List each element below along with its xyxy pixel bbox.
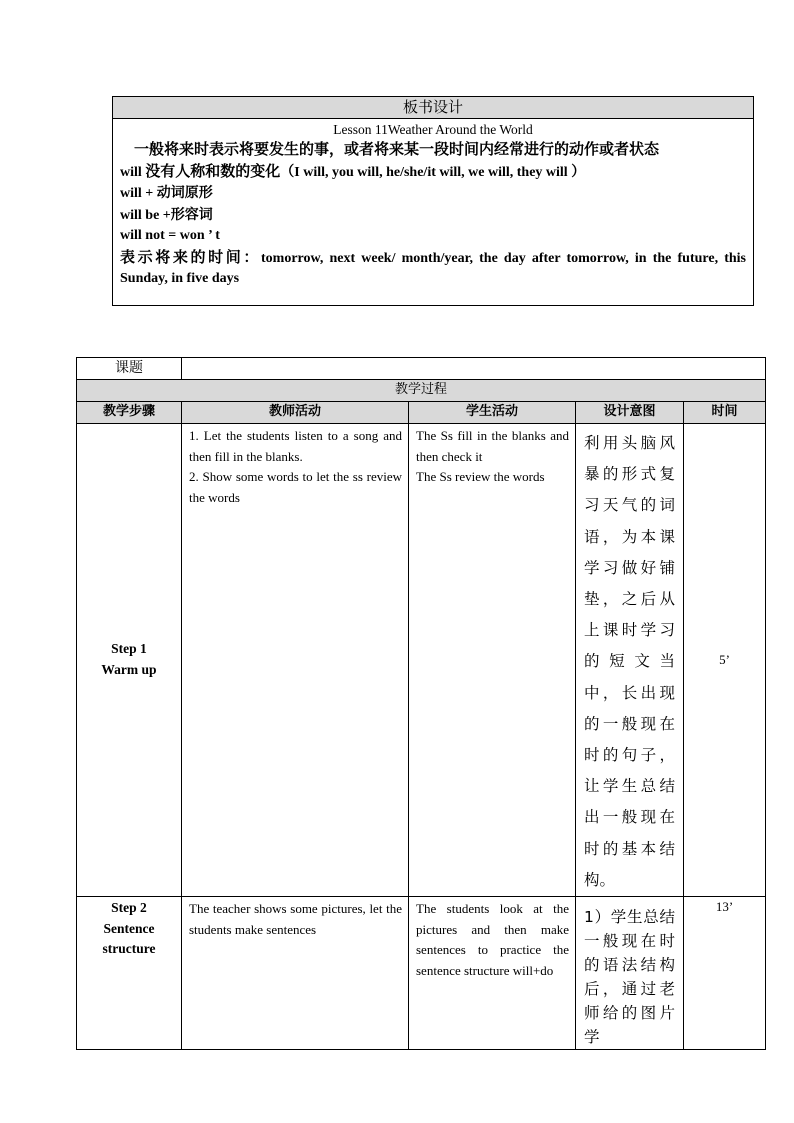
process-title: 教学过程 — [77, 380, 766, 402]
step2-name: Step 2 Sentence structure — [77, 897, 182, 1050]
rule3-en: will be + — [120, 207, 171, 223]
rule-line-3 — [120, 205, 746, 227]
lesson-plan-table — [76, 357, 766, 1050]
table-row — [77, 897, 766, 1050]
time-words-en: tomorrow, next week/ month/year, the day after tomorrow, in the future, this Sunday, in five days — [120, 250, 746, 286]
step1-name: Step 1 Warm up — [77, 424, 182, 897]
step1-teacher-activity: 1. Let the students listen to a song and then fill in the blanks. 2. Show some words to let the ss review the words — [182, 424, 409, 897]
step1-design-intent: 利用头脑风暴的形式复习天气的词语，为本课学习做好铺垫，之后从上课时学习的短文当中，长出现的一般现在时的句子，让学生总结出一般现在时的基本结构。 — [576, 424, 684, 897]
step1-time: 5’ — [684, 424, 766, 897]
header-student: 学生活动 — [409, 402, 576, 424]
process-title-row — [77, 380, 766, 402]
lesson-title: Lesson 11Weather Around the World — [333, 122, 533, 137]
future-tense-definition — [120, 139, 746, 161]
rule1-cn: 没有人称和数的变化 — [145, 161, 281, 180]
topic-row — [77, 358, 766, 380]
time-words-line — [120, 247, 746, 290]
step2-student-activity: The students look at the pictures and then make sentences to practice the sentence structure will+do — [409, 897, 576, 1050]
rule2-cn: 动词原形 — [156, 185, 213, 201]
step1-student-activity: The Ss fill in the blanks and then check it The Ss review the words — [409, 424, 576, 897]
rule-line-1 — [120, 161, 746, 184]
board-design-box — [112, 96, 754, 306]
definition-text: 一般将来时表示将要发生的事，或者将来某一段时间内经常进行的动作或者状态 — [134, 140, 660, 158]
rule-line-4: will not = won ’ t — [120, 228, 220, 243]
rule2-en: will + — [120, 186, 157, 201]
table-row — [77, 424, 766, 897]
header-time: 时间 — [684, 402, 766, 424]
board-body — [113, 119, 753, 290]
step2-design-intent: 1）学生总结一般现在时的语法结构后，通过老师给的图片学 — [576, 897, 684, 1050]
rule-line-2 — [120, 183, 746, 205]
header-row — [77, 402, 766, 424]
board-title: 板书设计 — [113, 97, 753, 119]
header-intent: 设计意图 — [576, 402, 684, 424]
rule3-cn: 形容词 — [170, 206, 213, 223]
topic-label: 课题 — [77, 358, 182, 380]
rule1-en: will — [120, 164, 146, 180]
header-step: 教学步骤 — [77, 402, 182, 424]
time-words-cn: 表示将来的时间： — [120, 247, 261, 266]
rule1-examples: （I will, you will, he/she/it will, we will, they will ） — [280, 164, 586, 180]
topic-value — [182, 358, 766, 380]
header-teacher: 教师活动 — [182, 402, 409, 424]
step2-time: 13’ — [684, 897, 766, 1050]
step2-teacher-activity: The teacher shows some pictures, let the students make sentences — [182, 897, 409, 1050]
